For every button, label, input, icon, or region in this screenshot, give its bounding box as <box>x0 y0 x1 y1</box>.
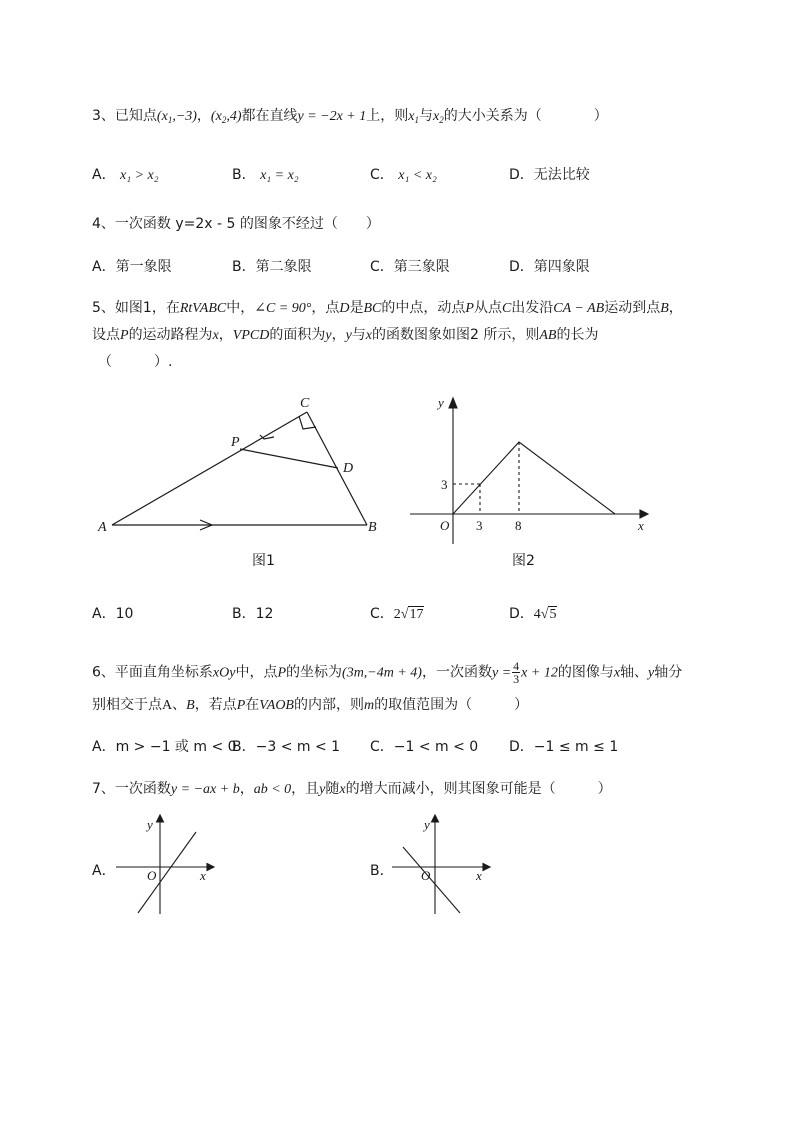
q3-text6: ） <box>593 108 608 124</box>
q6-option-a[interactable]: A．m > −1 或 m < 0 <box>92 739 237 755</box>
tick-x3: 3 <box>476 518 483 533</box>
q3-text4: 与 <box>418 108 433 124</box>
q5-stem-line3: （ ）. <box>98 354 173 370</box>
graph-line <box>453 442 615 514</box>
function-line <box>403 847 460 913</box>
q3-comma: ， <box>196 108 211 124</box>
y-label: y <box>424 817 430 832</box>
q3-option-a[interactable]: A． x₁ > x₂ <box>92 167 159 183</box>
q5-option-a[interactable]: A．10 <box>92 606 134 622</box>
q4-stem: 4、一次函数 y=2x - 5 的图象不经过（ ） <box>92 216 380 232</box>
q3-option-b[interactable]: B． x₁ = x₂ <box>232 167 299 183</box>
q5-stem-line1: 5、如图1，在RtVABC中，∠C = 90°，点D是BC的中点，动点P从点C出发沿CA − AB运动到点B， <box>92 300 683 316</box>
x-label: x <box>638 518 644 533</box>
label-c: C <box>300 396 310 411</box>
y-label: y <box>147 817 153 832</box>
q3-option-c[interactable]: C． x₁ < x₂ <box>370 167 437 183</box>
x-label: x <box>200 868 206 883</box>
x-axis-arrow <box>207 864 214 871</box>
q7-stem: 7、一次函数y = −ax + b，ab < 0，且y随x的增大而减小，则其图象可能是（ ） <box>92 781 612 797</box>
q5-figure2 <box>410 392 655 548</box>
label-a: A <box>98 520 107 535</box>
q7-option-b-graph[interactable] <box>388 812 493 917</box>
q3-x1: $x_1$ <box>408 109 419 125</box>
q3-option-d[interactable]: D．无法比较 <box>509 167 590 183</box>
label-d: D <box>343 461 354 476</box>
q3-stem <box>92 106 608 130</box>
q6-stem-line1: 6、平面直角坐标系xOy中，点P的坐标为(3m,−4m + 4)，一次函数y = $\frac{4}{3}$ x + 12的图像与x轴、y轴分 <box>92 659 683 686</box>
q5-figure2-caption: 图2 <box>512 553 535 569</box>
q3-text: 已知点 <box>114 108 157 124</box>
q5-option-b[interactable]: B．12 <box>232 606 274 622</box>
right-angle-mark <box>299 416 316 429</box>
q3-equation: y = −2x + 1 <box>297 109 367 124</box>
label-b: B <box>368 520 377 535</box>
q5-stem-line2: 设点P的运动路程为x，VPCD的面积为y，y与x的函数图象如图2 所示，则AB的长为 <box>92 327 599 343</box>
segment-ac <box>112 412 307 525</box>
q5-figure1-caption: 图1 <box>252 553 275 569</box>
y-label: y <box>438 395 444 410</box>
q3-text5: 的大小关系为（ <box>443 108 542 124</box>
q6-option-d[interactable]: D．−1 ≤ m ≤ 1 <box>509 739 619 755</box>
q6-option-c[interactable]: C．−1 < m < 0 <box>370 739 479 755</box>
y-axis-arrow <box>432 815 439 822</box>
q6-fraction: $\frac{4}{3}$ <box>513 659 520 686</box>
origin-label: O <box>147 868 157 883</box>
segment-cb <box>307 412 367 525</box>
y-axis-arrow <box>449 398 457 408</box>
x-axis-arrow <box>483 864 490 871</box>
origin-label: O <box>440 518 450 533</box>
x-axis-arrow <box>640 510 648 518</box>
tick-y3: 3 <box>441 477 448 492</box>
q3-point2: $(x_2,4)$ <box>210 109 242 125</box>
q4-option-d[interactable]: D．第四象限 <box>509 259 590 275</box>
q4-option-b[interactable]: B．第二象限 <box>232 259 312 275</box>
y-axis-arrow <box>157 815 164 822</box>
q3-point1: $(x_1,-3)$ <box>156 109 197 125</box>
x-label: x <box>476 868 482 883</box>
segment-pd <box>240 449 338 468</box>
q3-x2: $x_2$ <box>432 109 444 125</box>
q7-option-b-label[interactable]: B． <box>370 863 394 879</box>
q6-option-b[interactable]: B．−3 < m < 1 <box>232 739 341 755</box>
label-p: P <box>231 435 240 450</box>
q4-option-a[interactable]: A．第一象限 <box>92 259 172 275</box>
q5-figure1 <box>92 392 392 542</box>
q7-option-a-label[interactable]: A． <box>92 863 116 879</box>
q6-stem-line2: 别相交于点A、B，若点P在VAOB的内部，则m的取值范围为（ ） <box>92 697 529 713</box>
q4-option-c[interactable]: C．第三象限 <box>370 259 450 275</box>
q5-option-d[interactable]: D．4√5 <box>509 606 557 622</box>
q7-option-a-graph[interactable] <box>112 812 217 917</box>
q3-number: 3、 <box>92 108 115 124</box>
origin-label: O <box>421 868 431 883</box>
q3-text2: 都在直线 <box>241 108 298 124</box>
tick-x8: 8 <box>515 518 522 533</box>
q5-option-c[interactable]: C．2√17 <box>370 606 424 622</box>
q3-text3: 上，则 <box>366 108 409 124</box>
